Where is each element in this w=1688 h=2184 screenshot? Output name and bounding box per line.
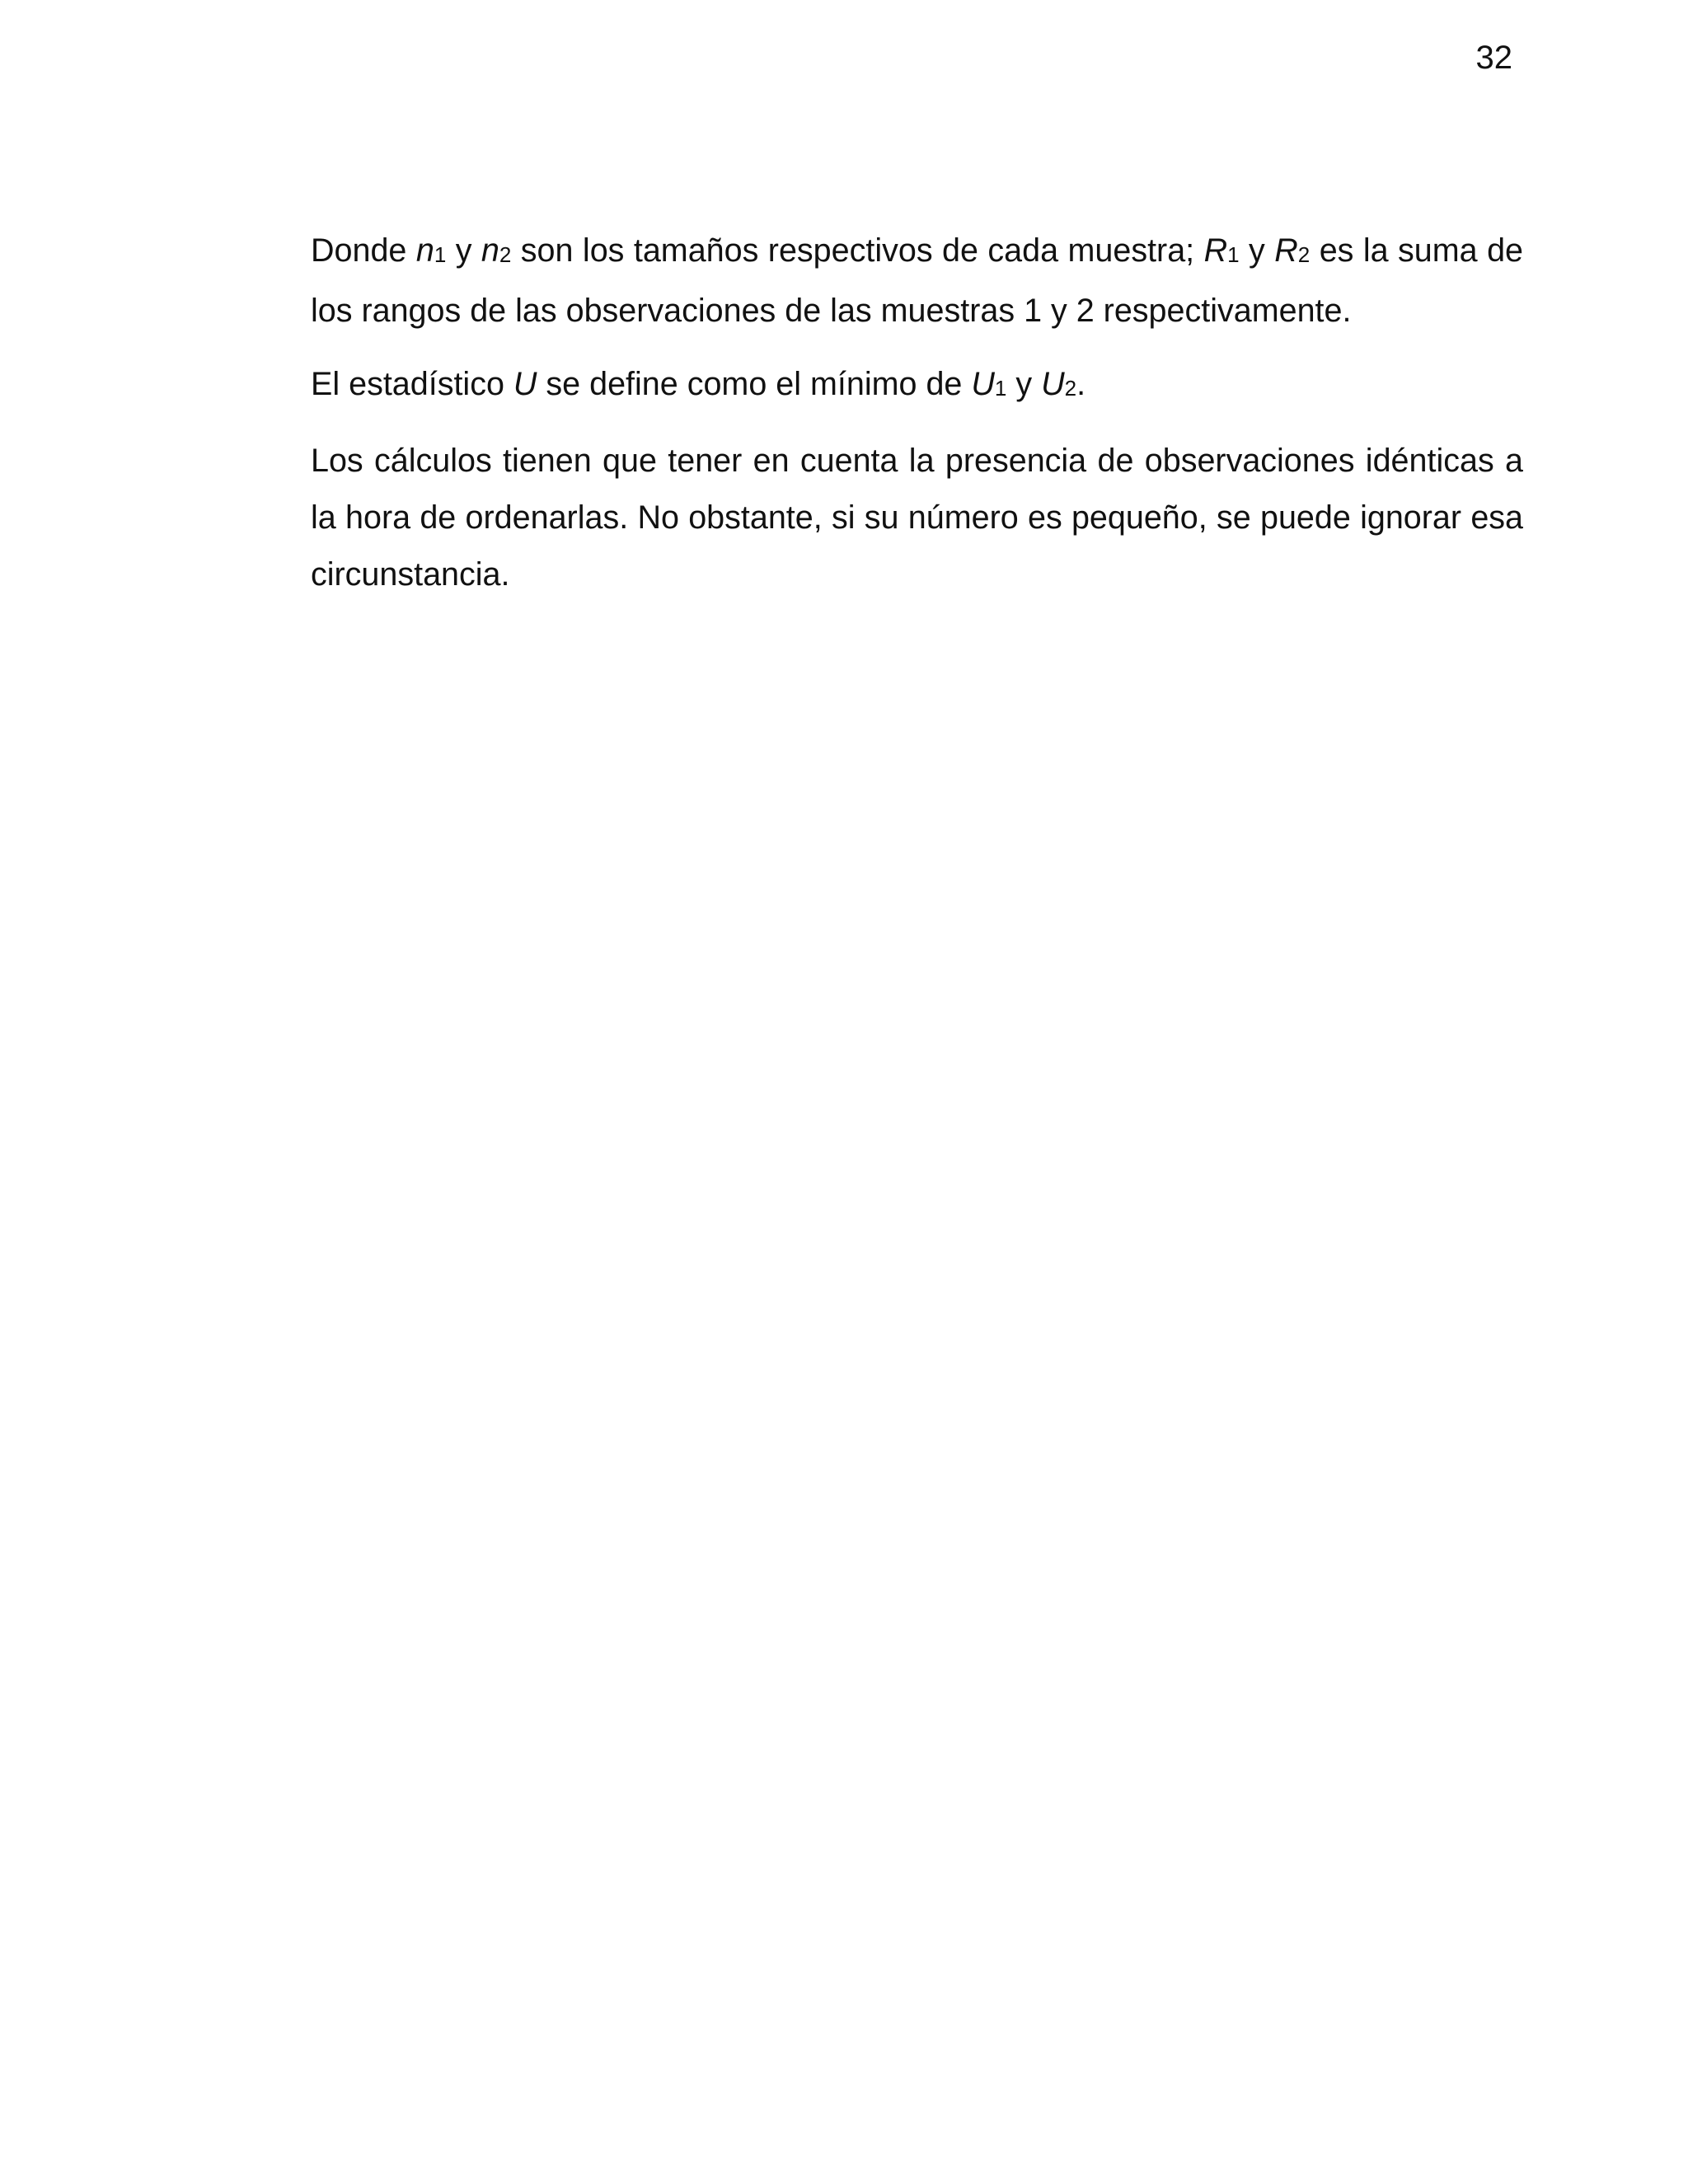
math-variable: R [1203,232,1228,269]
math-subscript: 1 [1227,242,1240,267]
text-run: y [1239,232,1275,269]
text-run: El estadístico [311,366,513,402]
math-variable: U [971,366,995,402]
math-variable: U [513,366,537,402]
text-run: Donde [311,232,416,269]
paragraph-ties: Los cálculos tienen que tener en cuenta la presencia de observaciones idénticas a la hora de ordenarlas. No obstante, si su número es pequeño, se puede ignorar esa circunstancia. [311,443,1523,593]
math-subscript: 2 [1064,376,1077,401]
math-subscript: 1 [434,242,447,267]
text-run: son los tamaños respectivos de cada muestra; [511,232,1204,269]
text-run: . [1076,366,1086,402]
text-run: y [1006,366,1042,402]
page-number: 32 [1475,40,1512,76]
paragraph-sample-definitions [311,223,1523,340]
math-variable: R [1274,232,1298,269]
math-variable: n [481,232,499,269]
paragraph-u-statistic [311,356,1523,416]
math-subscript: 2 [499,242,512,267]
text-run: se define como el mínimo de [537,366,972,402]
math-variable: n [415,232,434,269]
math-subscript: 2 [1297,242,1311,267]
document-body [311,223,1523,620]
text-run: y [446,232,481,269]
text-run: es la suma de los rangos de las observaciones de las muestras 1 y 2 respectivamente. [311,232,1524,329]
math-variable: U [1041,366,1065,402]
math-subscript: 1 [994,376,1007,401]
